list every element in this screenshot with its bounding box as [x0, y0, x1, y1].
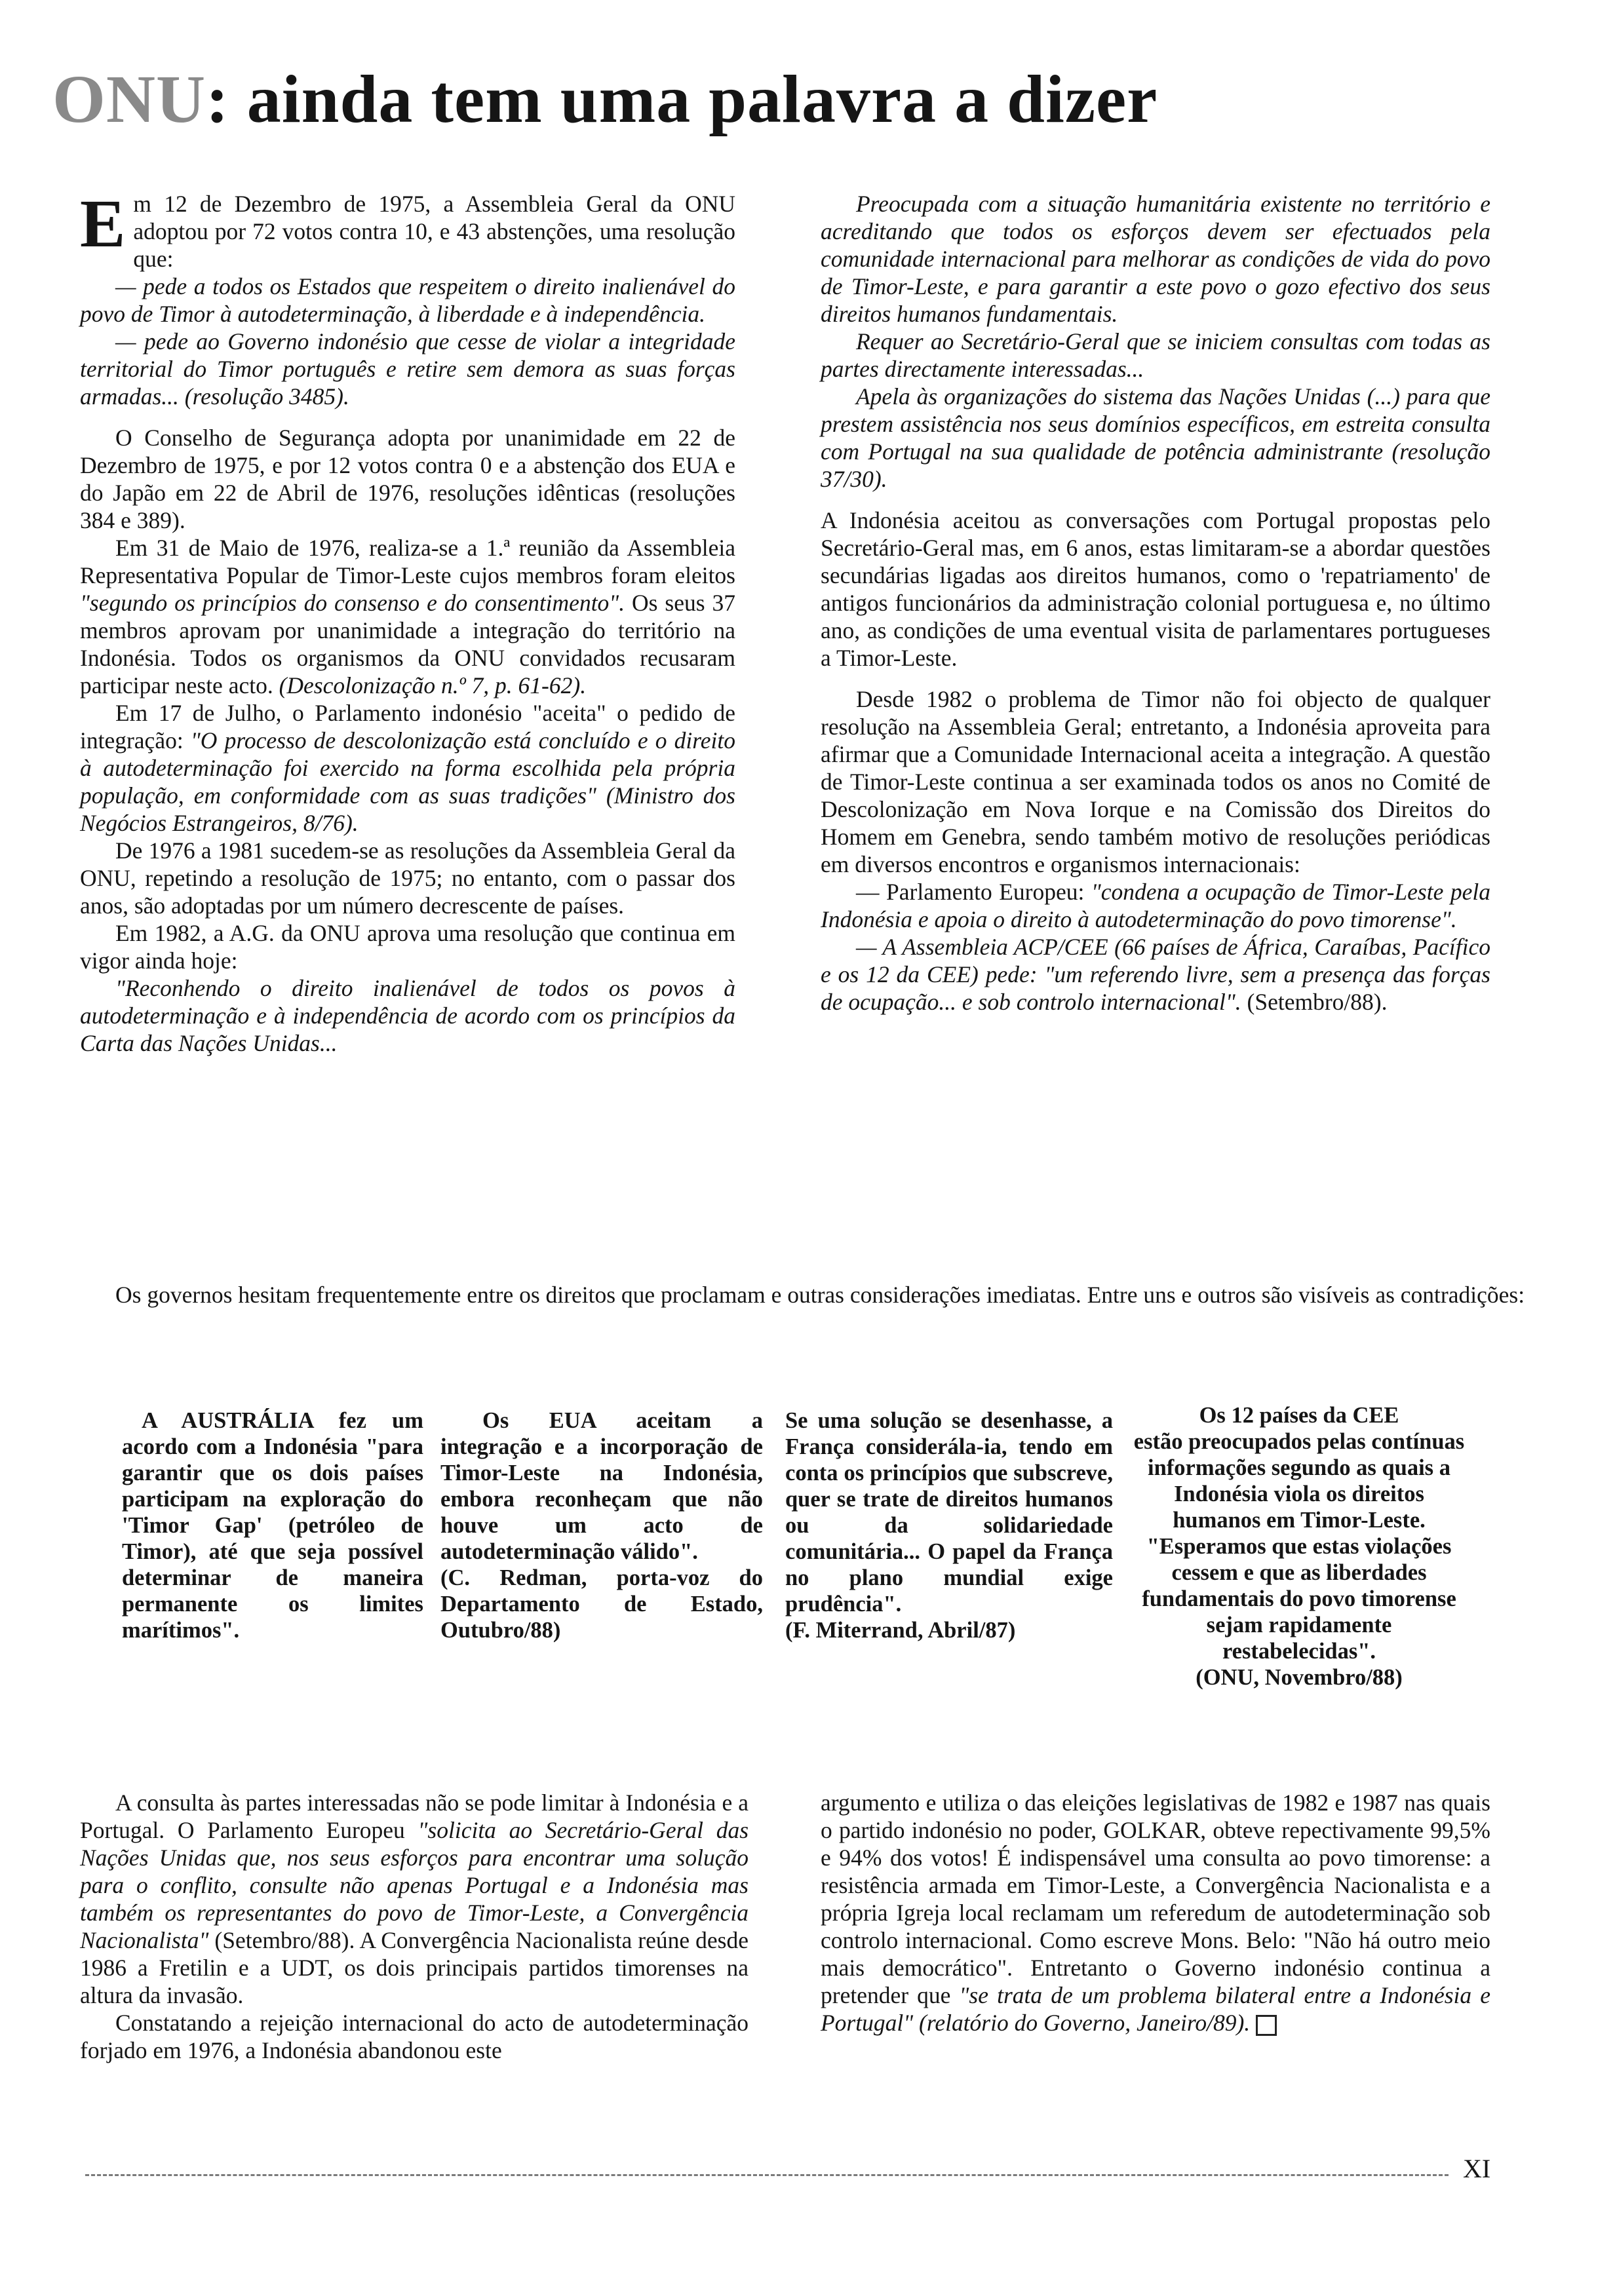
- box-australia: A AUSTRÁLIA fez um acordo com a Indonésia "para garantir que os dois países participam na exploração do 'Timor Gap' (petróleo de Timor), até que seja possível determinar de maneira permanente os limites marítimos".: [122, 1408, 423, 1643]
- contradictions-text: Os governos hesitam frequentemente entre os direitos que proclamam e outras considerações imediatas. Entre uns e outros são visíveis as contradições:: [115, 1282, 1525, 1308]
- contradictions-intro: [80, 1281, 1542, 1309]
- cee-lead: CEE: [1352, 1403, 1399, 1428]
- bottom-right-column: [821, 1789, 1490, 2037]
- elections-paragraph: argumento e utiliza o das eleições legislativas de 1982 e 1987 nas quais o partido indonésio no poder, GOLKAR, obteve repectivamente 99,5% e 94% dos votos! É indispensável uma consulta ao povo timorense: a resistência armada em Timor-Leste, a Convergência Nacionalista e a própria Igreja local reclamam um referedum de autodeterminação sob controlo internacional. Como escreve Mons. Belo: "Não há outro meio mais democrático". Entretanto o Governo indonésio continua a pretender que "se trata de um problema bilateral entre a Indonésia e Portugal" (relatório do Governo, Janeiro/89).: [821, 1789, 1490, 2036]
- article-title: [52, 62, 1560, 137]
- conversations-paragraph: A Indonésia aceitou as conversações com Portugal propostas pelo Secretário-Geral mas, em 6 anos, estas limitaram-se a abordar questões secundárias ligadas aos direitos humanos, como o 'repatriamento' de antigos funcionários da administração colonial portuguesa e, no último ano, as condições de uma eventual visita de parlamentares portugueses a Timor-Leste.: [821, 507, 1490, 671]
- resolution-1982-quote: "Reconhendo o direito inalienável de todos os povos à autodeterminação e à independência de acordo com os princípios da Carta das Nações Unidas...: [80, 975, 735, 1056]
- assembly-paragraph: Em 31 de Maio de 1976, realiza-se a 1.ª reunião da Assembleia Representativa Popular de Timor-Leste cujos membros foram eleitos "segundo os princípios do consenso e do consentimento". Os seus 37 membros aprovam por unanimidade a integração do território na Indonésia. Todos os organismos da ONU convidados recusaram participar neste acto. (Descolonização n.º 7, p. 61-62).: [80, 535, 736, 698]
- box-eua: Os EUA aceitam a integração e a incorporação de Timor-Leste na Indonésia, embora reconheçam que não houve um acto de autodeterminação válido". (C. Redman, porta-voz do Departamento de Estado, Outubro/88): [440, 1408, 763, 1643]
- rejection-paragraph: Constatando a rejeição internacional do acto de autodeterminação forjado em 1976, a Indonésia abandonou este: [80, 2010, 749, 2063]
- right-column: [821, 190, 1490, 1016]
- bottom-left-column: [80, 1789, 749, 2064]
- australia-lead: A AUSTRÁLIA: [142, 1408, 313, 1433]
- resolution-1982-paragraph: Em 1982, a A.G. da ONU aprova uma resolução que continua em vigor ainda hoje:: [80, 920, 735, 974]
- resolution-point-1: — pede a todos os Estados que respeitem o direito inalienável do povo de Timor à autodeterminação, à liberdade e à independência.: [80, 273, 735, 327]
- franca-source: (F. Miterrand, Abril/87): [785, 1618, 1016, 1643]
- consultation-paragraph: A consulta às partes interessadas não se pode limitar à Indonésia e a Portugal. O Parlamento Europeu "solicita ao Secretário-Geral das Nações Unidas que, nos seus esforços para encontrar uma solução para o conflito, consulte não apenas Portugal e a Indonésia mas também os representantes do povo de Timor-Leste, a Convergência Nacionalista" (Setembro/88). A Convergência Nacionalista reúne desde 1986 a Fretilin e a UDT, os dois principais partidos timorenses na altura da invasão.: [80, 1789, 749, 2008]
- resolution-quote-1: Preocupada com a situação humanitária existente no território e acreditando que todos os esforços devem ser efectuados pela comunidade internacional para melhorar as condições de vida do povo de Timor-Leste, e para garantir a este povo o gozo efectivo dos seus direitos humanos fundamentais.: [821, 191, 1490, 327]
- security-council-paragraph: O Conselho de Segurança adopta por unanimidade em 22 de Dezembro de 1975, e por 12 votos contra 0 e a abstenção dos EUA e do Japão em 22 de Abril de 1976, resoluções idênticas (resoluções 384 e 389).: [80, 425, 735, 533]
- box-franca: Se uma solução se desenhasse, a França considerála-ia, tendo em conta os princípios que subscreve, quer se trate de direitos humanos ou da solidariedade comunitária... O papel da França no plano mundial exige prudência". (F. Miterrand, Abril/87): [785, 1408, 1113, 1643]
- footer-rule: [85, 2174, 1449, 2176]
- since-1982-paragraph: Desde 1982 o problema de Timor não foi objecto de qualquer resolução na Assembleia Geral; entretanto, a Indonésia aproveita para afirmar que a Comunidade Internacional aceita a integração. A questão de Timor-Leste continua a ser examinada todos os anos no Comité de Descolonização em Nova Iorque e na Comissão dos Direitos do Homem em Genebra, sendo também motivo de resoluções periódicas em diversos encontros e organismos internacionais:: [821, 686, 1490, 877]
- box-cee: Os 12 países da CEE estão preocupados pelas contínuas informações segundo as quais a Indonésia viola os direitos humanos em Timor-Leste. "Esperamos que estas violações cessem e que as liberdades fundamentais do povo timorense sejam rapidamente restabelecidas". (ONU, Novembro/88): [1129, 1402, 1469, 1691]
- eua-source: (C. Redman, porta-voz do Departamento de Estado, Outubro/88): [440, 1565, 763, 1643]
- acp-cee-item: — A Assembleia ACP/CEE (66 países de África, Caraíbas, Pacífico e os 12 da CEE) pede: "um referendo livre, sem a presença das forças de ocupação... e sob controlo internacional". (Setembro/88).: [821, 934, 1490, 1015]
- title-rest: : ainda tem uma palavra a dizer: [206, 62, 1158, 137]
- parliament-paragraph: Em 17 de Julho, o Parlamento indonésio "aceita" o pedido de integração: "O processo de descolonização está concluído e o direito à autodeterminação foi exercido na forma escolhida pela própria população, em conformidade com as suas tradições" (Ministro dos Negócios Estrangeiros, 8/76).: [80, 700, 736, 836]
- title-prefix: ONU: [52, 62, 206, 137]
- resolution-point-2: — pede ao Governo indonésio que cesse de violar a integridade territorial do Timor português e retire sem demora as suas forças armadas... (resolução 3485).: [80, 328, 735, 410]
- resolutions-paragraph: De 1976 a 1981 sucedem-se as resoluções da Assembleia Geral da ONU, repetindo a resolução de 1975; no entanto, com o passar dos anos, são adoptadas por um número decrescente de países.: [80, 837, 735, 919]
- resolution-quote-2: Requer ao Secretário-Geral que se iniciem consultas com todas as partes directamente interessadas...: [821, 328, 1490, 382]
- page-number: XI: [1463, 2154, 1491, 2183]
- eua-lead: Os EUA: [482, 1408, 596, 1433]
- left-column: [80, 186, 736, 1057]
- resolution-quote-3: Apela às organizações do sistema das Nações Unidas (...) para que prestem assistência nos seus domínios específicos, em estreita consulta com Portugal na sua qualidade de potência administrante (resolução 37/30).: [821, 383, 1490, 492]
- opening-paragraph: Em 12 de Dezembro de 1975, a Assembleia Geral da ONU adoptou por 72 votos contra 10, e 43 abstenções, uma resolução que:: [80, 186, 735, 272]
- franca-lead: França: [785, 1434, 855, 1459]
- european-parliament-item: — Parlamento Europeu: "condena a ocupação de Timor-Leste pela Indonésia e apoia o direito à autodeterminação do povo timorense".: [821, 879, 1490, 932]
- end-of-article-mark: [1256, 2015, 1277, 2036]
- drop-cap: E: [80, 186, 126, 261]
- cee-source: (ONU, Novembro/88): [1196, 1665, 1403, 1690]
